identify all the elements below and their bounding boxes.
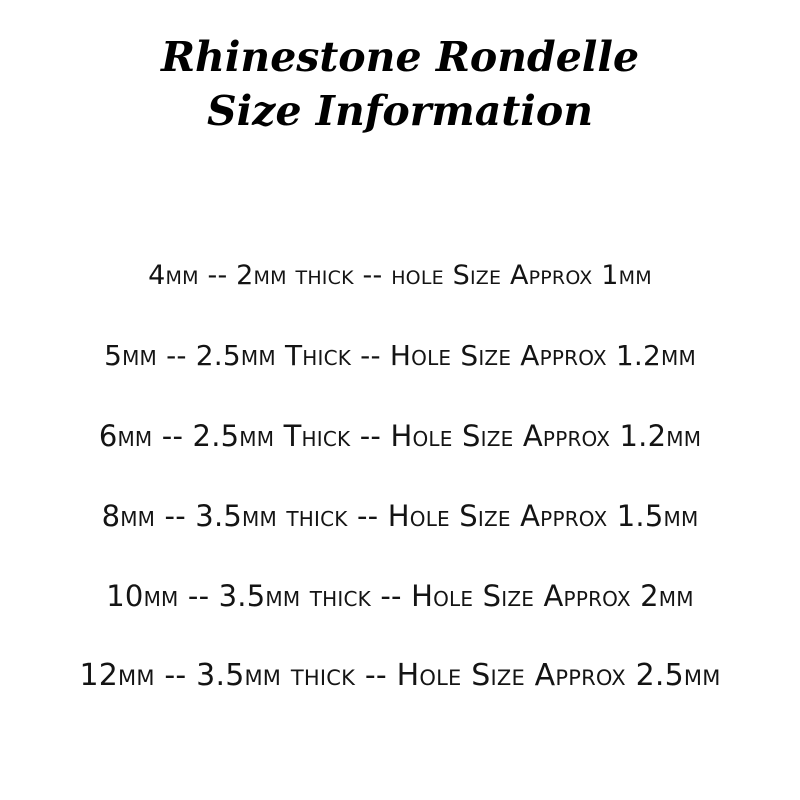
size-row: 12mm -- 3.5mm thick -- Hole Size Approx 2.5mm xyxy=(79,658,721,693)
page-title xyxy=(0,30,800,138)
size-list xyxy=(0,236,800,716)
size-row: 8mm -- 3.5mm thick -- Hole Size Approx 1.5mm xyxy=(101,499,699,533)
size-row: 5mm -- 2.5mm Thick -- Hole Size Approx 1.2mm xyxy=(104,339,696,372)
size-row: 10mm -- 3.5mm thick -- Hole Size Approx 2mm xyxy=(106,579,694,613)
size-row: 6mm -- 2.5mm Thick -- Hole Size Approx 1.2mm xyxy=(98,419,702,453)
title-line-2: Size Information xyxy=(206,87,594,135)
title-line-1: Rhinestone Rondelle xyxy=(160,33,640,81)
size-row: 4mm -- 2mm thick -- hole Size Approx 1mm xyxy=(148,260,652,291)
